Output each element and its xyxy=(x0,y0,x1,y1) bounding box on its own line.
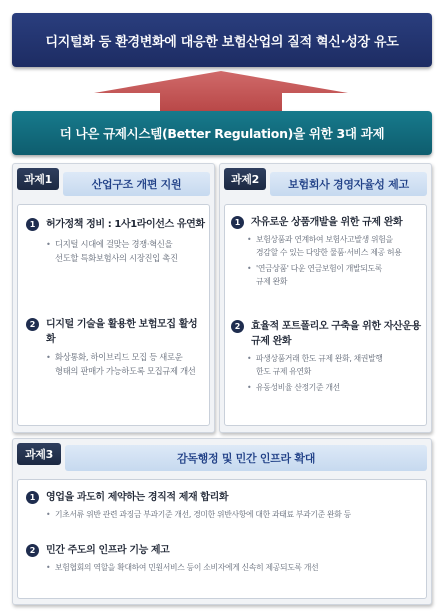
bullet-icon: • xyxy=(46,510,51,519)
task2-tag-label: 과제2 xyxy=(230,173,259,186)
bullet-icon: • xyxy=(247,383,252,392)
up-arrow-icon xyxy=(86,67,356,111)
sub-item: • 디지털 시대에 걸맞는 경쟁·혁신을 선도할 특화보험사의 시장진입 촉진 xyxy=(46,239,178,263)
bullet-icon: • xyxy=(247,264,252,273)
bullet-icon: • xyxy=(46,352,51,362)
task1-header xyxy=(63,172,210,196)
task1-panel xyxy=(12,163,215,433)
task1-title: 산업구조 개편 지원 xyxy=(91,178,182,191)
item-title: 디지털 기술을 활용한 보험모집 활성화 xyxy=(46,319,198,345)
mid-banner xyxy=(12,111,432,155)
task2-item-1 xyxy=(231,215,425,288)
task3-panel xyxy=(12,438,432,605)
sub-item: • 화상통화, 하이브리드 모집 등 새로운 형태의 판매가 가능하도록 모집규제 개선 xyxy=(46,352,196,376)
bullet-icon: • xyxy=(46,239,51,249)
number-1-icon: 1 xyxy=(231,216,244,229)
item-title: 효율적 포트폴리오 구축을 위한 자산운용 규제 완화 xyxy=(251,321,421,347)
task3-header xyxy=(65,445,427,471)
number-1-icon: 1 xyxy=(26,491,39,504)
task3-title: 감독행정 및 민간 인프라 확대 xyxy=(176,452,316,465)
number-2-icon: 2 xyxy=(26,544,39,557)
task2-header xyxy=(270,172,427,196)
sub-item: • 기초서류 위반 관련 과징금 부과기준 개선, 경미한 위반사항에 대한 과태료 부과기준 완화 등 xyxy=(46,508,424,522)
number-1-icon: 1 xyxy=(26,218,39,231)
task3-inner xyxy=(17,479,427,599)
bullet-icon: • xyxy=(247,235,252,244)
sub-item: • 파생상품거래 한도 규제 완화, 채권발행 한도 규제 유연화 xyxy=(247,354,383,376)
number-2-icon: 2 xyxy=(26,318,39,331)
item-title: 민간 주도의 인프라 기능 제고 xyxy=(46,545,170,556)
task1-tag-label: 과제1 xyxy=(23,173,52,186)
task3-tag-label: 과제3 xyxy=(24,448,53,461)
top-banner-text: 디지털화 등 환경변화에 대응한 보험산업의 질적 혁신·성장 유도 xyxy=(45,34,399,50)
task1-item-1 xyxy=(26,217,206,265)
item-title: 허가정책 정비 : 1사1라이선스 유연화 xyxy=(46,219,205,230)
item-title: 영업을 과도히 제약하는 경직적 제재 합리화 xyxy=(46,492,229,503)
bullet-icon: • xyxy=(46,563,51,572)
task3-tag xyxy=(17,443,61,465)
task2-item-2 xyxy=(231,319,425,394)
task1-item-2 xyxy=(26,317,206,378)
task3-item-1 xyxy=(26,490,424,522)
mid-banner-text: 더 나은 규제시스템(Better Regulation)을 위한 3대 과제 xyxy=(59,126,385,141)
task1-tag xyxy=(17,168,59,190)
task2-panel xyxy=(219,163,432,433)
sub-item: • 유동성비율 산정기준 개선 xyxy=(247,383,340,392)
task2-title: 보험회사 경영자율성 제고 xyxy=(288,178,409,191)
number-2-icon: 2 xyxy=(231,320,244,333)
sub-item: • 보험협회의 역할을 확대하여 민원서비스 등이 소비자에게 신속히 제공되도록 개선 xyxy=(46,561,424,575)
item-title: 자유로운 상품개발을 위한 규제 완화 xyxy=(251,217,403,228)
top-banner xyxy=(12,13,432,67)
task3-item-2 xyxy=(26,543,424,575)
sub-item: • 보험상품과 연계하여 보험사고발생 위험을 경감할 수 있는 다양한 물품·서비스 제공 허용 xyxy=(247,235,402,257)
task2-tag xyxy=(224,168,266,190)
task1-inner xyxy=(17,204,210,426)
task2-inner xyxy=(224,204,427,426)
sub-item: • '연금상품' 다운 연금보험이 개발되도록 규제 완화 xyxy=(247,264,382,286)
bullet-icon: • xyxy=(247,354,252,363)
